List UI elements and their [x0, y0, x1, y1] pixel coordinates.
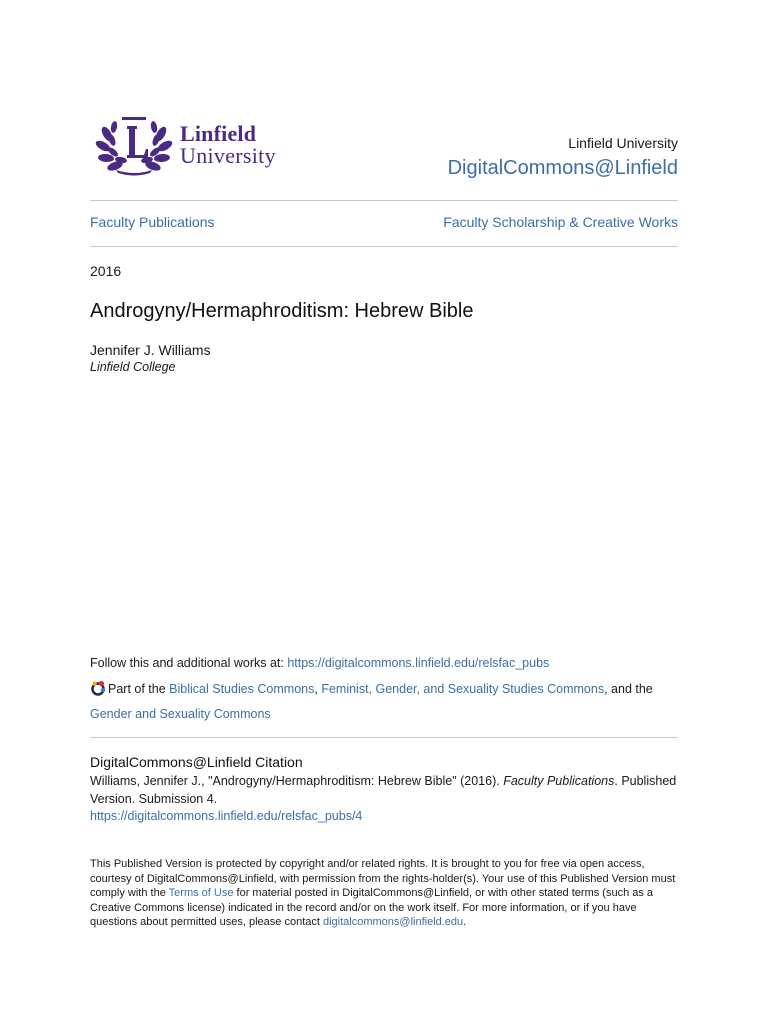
citation-part2: . Published Version. Submission 4. — [90, 774, 677, 806]
logo-line1: Linfield — [180, 121, 257, 146]
publication-year: 2016 — [90, 263, 122, 279]
part-of-prefix: Part of the — [108, 682, 170, 696]
author-name: Jennifer J. Williams — [90, 342, 211, 358]
separator: , and the — [604, 682, 653, 696]
divider — [90, 737, 678, 738]
faculty-publications-link[interactable]: Faculty Publications — [90, 214, 215, 230]
rights-part2: for material posted in DigitalCommons@Linfield, or with other stated terms (such as a Creative Commons license) indicated in the record and/or on the work itself. For more information, or if you have questions about permitted uses, please contact — [90, 887, 654, 929]
divider — [90, 200, 678, 201]
laurel-l-icon — [94, 114, 174, 176]
citation-part1: Williams, Jennifer J., "Androgyny/Hermaphroditism: Hebrew Bible" (2016). — [90, 774, 504, 788]
institution-name: Linfield University — [568, 135, 678, 151]
citation-series: Faculty Publications — [503, 774, 615, 788]
rights-statement — [90, 857, 678, 930]
rights-part3: . — [463, 916, 467, 929]
follow-prefix: Follow this and additional works at: — [90, 656, 288, 670]
gender-sexuality-commons-link[interactable]: Gender and Sexuality Commons — [90, 707, 271, 721]
terms-of-use-link[interactable]: Terms of Use — [168, 887, 234, 900]
linfield-logo[interactable] — [94, 114, 276, 176]
follow-line — [90, 656, 549, 670]
contact-email-link[interactable]: digitalcommons@linfield.edu — [322, 916, 464, 929]
collection-url-link[interactable]: https://digitalcommons.linfield.edu/relsfac_pubs — [287, 656, 550, 670]
logo-line2: University — [180, 143, 276, 168]
repository-link[interactable]: DigitalCommons@Linfield — [447, 157, 678, 179]
author-affiliation: Linfield College — [90, 360, 176, 374]
biblical-studies-commons-link[interactable]: Biblical Studies Commons — [169, 682, 315, 696]
citation-heading: DigitalCommons@Linfield Citation — [90, 754, 303, 770]
separator: , — [314, 682, 322, 696]
citation-url-link[interactable]: https://digitalcommons.linfield.edu/relsfac_pubs/4 — [90, 809, 363, 823]
logo-wordmark — [180, 123, 276, 167]
cover-page — [90, 0, 678, 1024]
divider — [90, 246, 678, 247]
part-of-line — [90, 678, 678, 725]
citation-text — [90, 773, 680, 826]
faculty-scholarship-link[interactable]: Faculty Scholarship & Creative Works — [443, 214, 678, 230]
rights-part1: This Published Version is protected by copyright and/or related rights. It is brought to you for free via open access, courtesy of DigitalCommons@Linfield, with permission from the rights-holder(s). Your use of this Published Version must comply with the — [90, 858, 676, 900]
bepress-commons-icon — [90, 680, 106, 703]
paper-title: Androgyny/Hermaphroditism: Hebrew Bible — [90, 300, 474, 322]
feminist-gender-sexuality-commons-link[interactable]: Feminist, Gender, and Sexuality Studies Commons — [321, 682, 605, 696]
